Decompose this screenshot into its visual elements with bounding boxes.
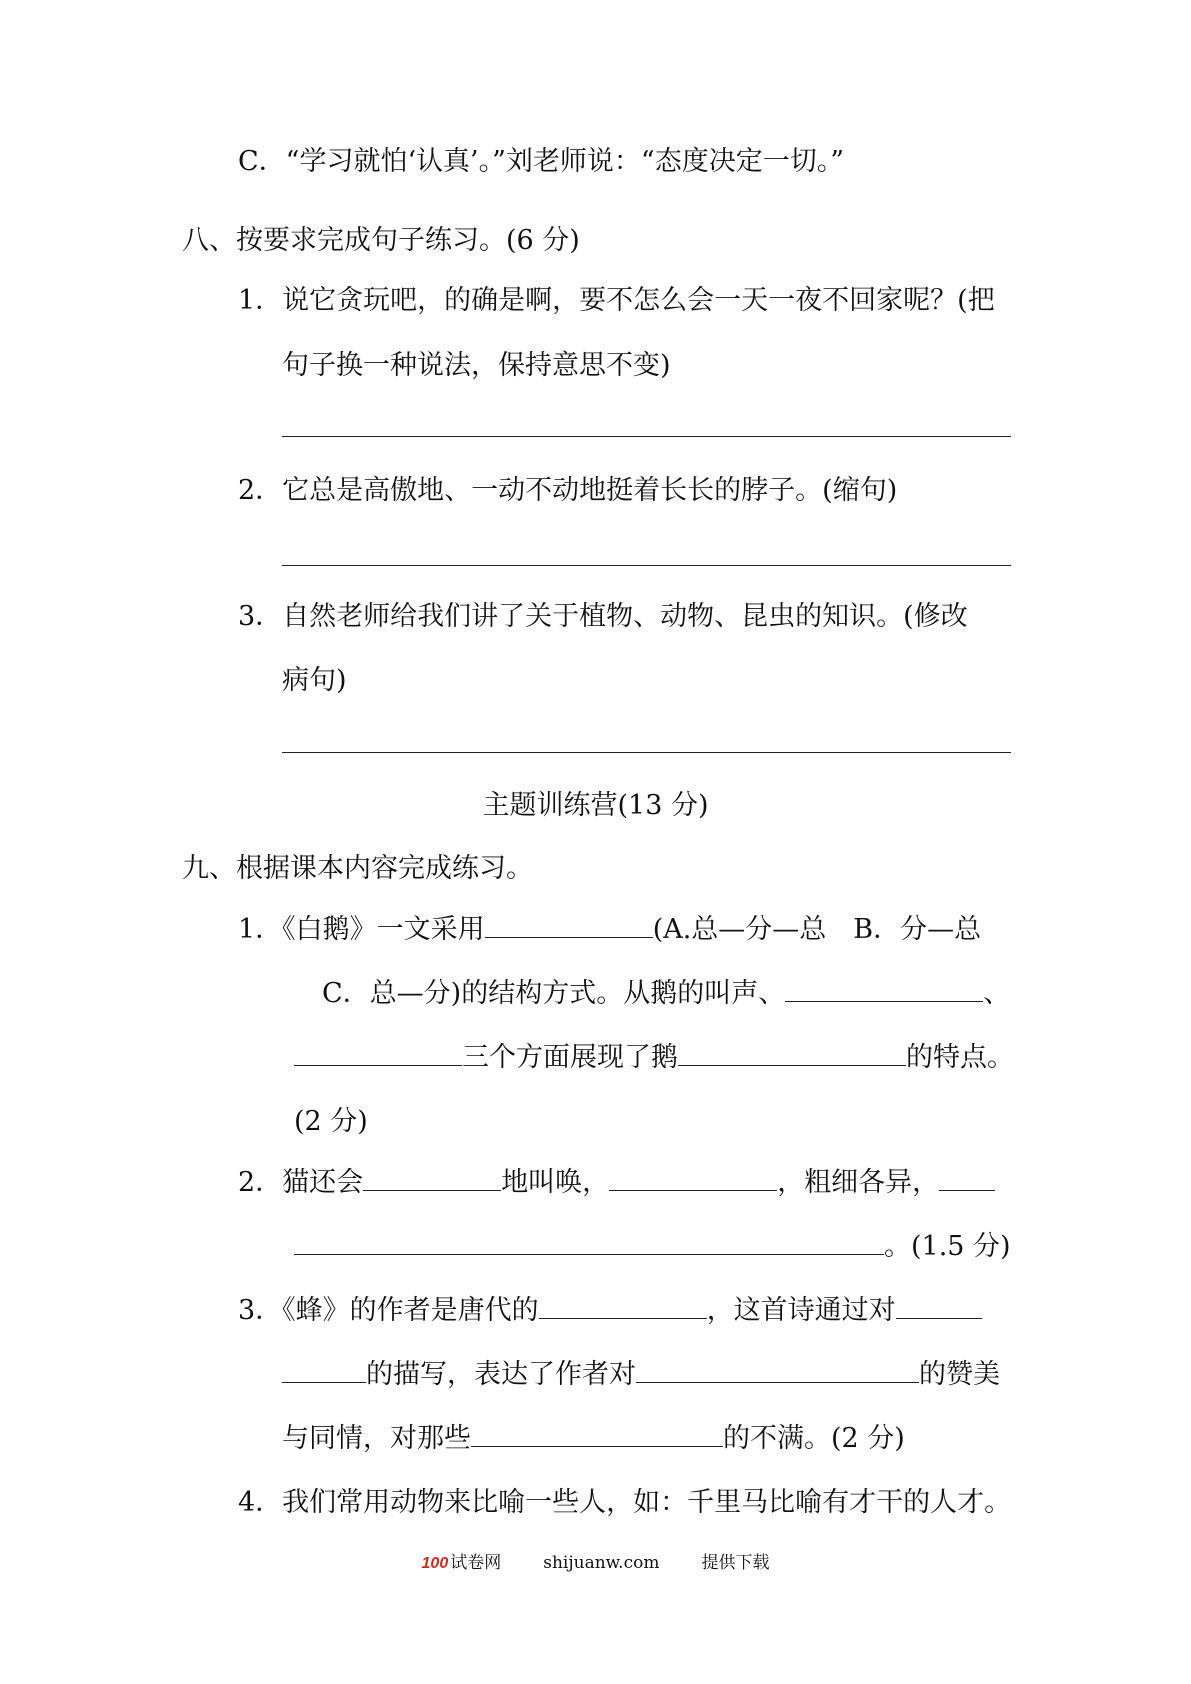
s9-q3-text-a: 3．《蜂》的作者是唐代的 — [238, 1295, 539, 1326]
s9-q2-text-b: 地叫唤， — [501, 1167, 610, 1198]
s9-q1-text-b: (A.总—分—总 B．分—总 — [652, 914, 982, 945]
s9-q3-text-b: ，这首诗通过对 — [706, 1295, 896, 1326]
s8-question-1-line-1: 1．说它贪玩吧，的确是啊，要不怎么会一天一夜不回家呢？(把 — [238, 285, 995, 316]
s9-q2-blank-4[interactable] — [294, 1227, 884, 1255]
s9-q2-blank-3[interactable] — [939, 1163, 995, 1191]
s9-question-3-line-3 — [282, 1419, 905, 1459]
s9-question-1-line-3 — [294, 1038, 1014, 1078]
site-logo: 100 — [421, 1555, 449, 1572]
s9-question-1-line-1 — [238, 910, 981, 950]
s9-q3-blank-discontent[interactable] — [471, 1419, 723, 1447]
s9-q2-text-c: ，粗细各异， — [777, 1167, 940, 1198]
s9-q1-blank-trait[interactable] — [678, 1038, 906, 1066]
download-note: 提供下载 — [701, 1553, 770, 1573]
s8-question-1-line-2: 句子换一种说法，保持意思不变) — [282, 350, 671, 381]
s9-question-3-line-1 — [238, 1291, 982, 1331]
s9-q3-text-c: 的描写，表达了作者对 — [366, 1359, 636, 1390]
s9-question-4: 4．我们常用动物来比喻一些人，如：千里马比喻有才干的人才。 — [238, 1487, 1012, 1518]
s9-question-1-score: (2 分) — [294, 1106, 368, 1137]
page-footer — [0, 1551, 1191, 1576]
s9-q1-text-f: 的特点。 — [906, 1042, 1014, 1073]
s9-q1-blank-aspect-2[interactable] — [294, 1038, 462, 1066]
s9-q2-blank-2[interactable] — [609, 1163, 777, 1191]
s8-question-3-line-1: 3．自然老师给我们讲了关于植物、动物、昆虫的知识。(修改 — [238, 601, 968, 632]
theme-section-title: 主题训练营(13 分) — [482, 790, 709, 821]
s9-question-3-line-2 — [282, 1355, 1000, 1395]
s9-q3-blank-author[interactable] — [539, 1291, 707, 1319]
s8-question-1-answer-line[interactable] — [282, 436, 1011, 437]
s9-q3-blank-object-b[interactable] — [282, 1355, 366, 1383]
s8-question-2-answer-line[interactable] — [282, 565, 1011, 566]
s9-q3-blank-praise[interactable] — [636, 1355, 919, 1383]
s8-question-2: 2．它总是高傲地、一动不动地挺着长长的脖子。(缩句) — [238, 475, 898, 506]
section-8-title: 八、按要求完成句子练习。(6 分) — [182, 225, 580, 256]
s9-q1-text-c: C．总—分)的结构方式。从鹅的叫声、 — [322, 978, 786, 1009]
s9-question-2-line-1 — [238, 1163, 995, 1203]
s9-question-2-line-2 — [294, 1227, 1011, 1267]
s9-question-1-line-2 — [322, 974, 1010, 1014]
option-c: C．“学习就怕‘认真’。”刘老师说：“态度决定一切。” — [238, 146, 845, 177]
section-9-title: 九、根据课本内容完成练习。 — [182, 853, 533, 884]
s8-question-3-line-2: 病句) — [282, 665, 347, 696]
s8-question-3-answer-line[interactable] — [282, 752, 1011, 753]
s9-q3-text-d: 的赞美 — [919, 1359, 1000, 1390]
s9-q1-text-e: 三个方面展现了鹅 — [462, 1042, 678, 1073]
s9-q1-blank-aspect-1[interactable] — [785, 974, 983, 1002]
s9-q1-text-d: 、 — [983, 978, 1011, 1009]
s9-q2-blank-1[interactable] — [363, 1163, 501, 1191]
site-domain[interactable]: shijuanw.com — [543, 1553, 660, 1573]
s9-q1-blank-structure[interactable] — [485, 910, 653, 938]
s9-q3-text-f: 的不满。(2 分) — [723, 1423, 905, 1454]
s9-q2-text-a: 2．猫还会 — [238, 1167, 364, 1198]
s9-q2-text-d: 。(1.5 分) — [884, 1231, 1011, 1262]
s9-q3-blank-object-a[interactable] — [896, 1291, 982, 1319]
s9-q3-text-e: 与同情，对那些 — [282, 1423, 471, 1454]
site-name: 试卷网 — [450, 1553, 502, 1573]
s9-q1-text-a: 1．《白鹅》一文采用 — [238, 914, 485, 945]
